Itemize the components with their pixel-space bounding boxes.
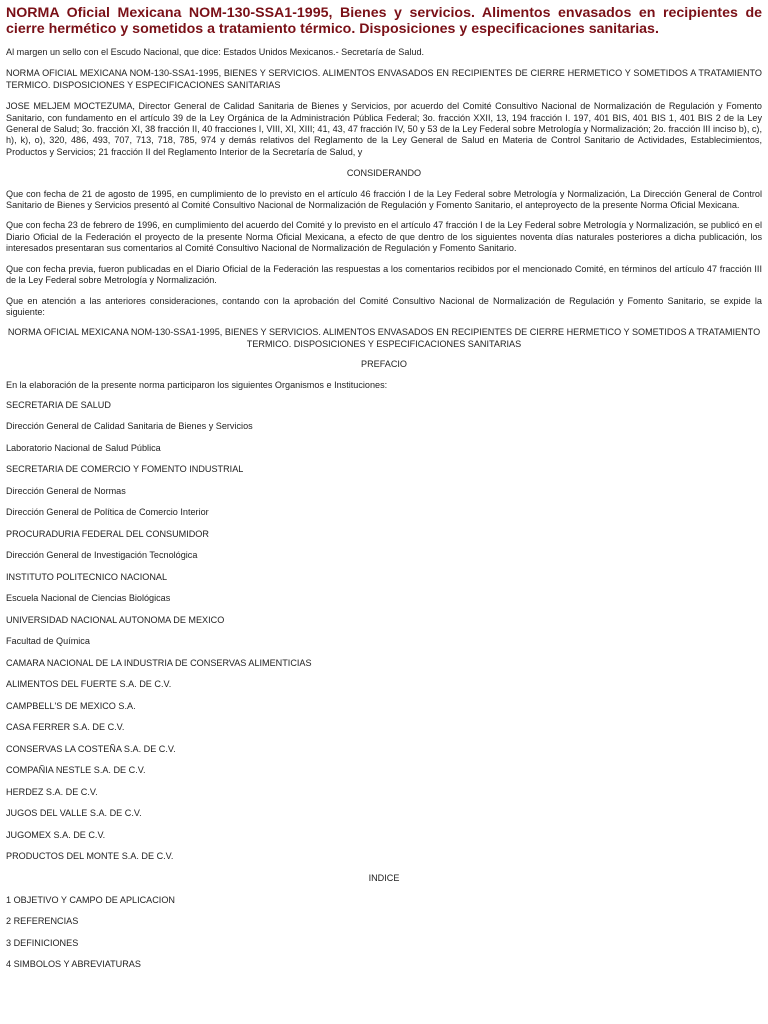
organization-item: Facultad de Química <box>6 636 90 647</box>
intro-paragraph: Al margen un sello con el Escudo Nacional, que dice: Estados Unidos Mexicanos.- Secretaría de Salud. <box>6 47 425 57</box>
document-title: NORMA Oficial Mexicana NOM-130-SSA1-1995, Bienes y servicios. Alimentos envasados en recipientes de cierre hermético y sometidos a tratamiento térmico. Disposiciones y especificaciones sanitarias. <box>6 5 762 37</box>
organization-item: PRODUCTOS DEL MONTE S.A. DE C.V. <box>6 851 174 862</box>
indice-item: 3 DEFINICIONES <box>6 937 79 948</box>
indice-item: 1 OBJETIVO Y CAMPO DE APLICACION <box>6 894 175 905</box>
considerando-paragraph: Que con fecha de 21 de agosto de 1995, en cumplimiento de lo previsto en el artículo 46 fracción I de la Ley Federal sobre Metrología y Normalización, La Dirección General de Control Sanitario de Bienes y Servicios presentó al Comité Consultivo Nacional de Normalización de Regulación y Fomento Sanitario, el anteproyecto de la presente Norma Oficial Mexicana. <box>6 188 762 211</box>
organization-item: SECRETARIA DE SALUD <box>6 399 111 410</box>
organization-item: SECRETARIA DE COMERCIO Y FOMENTO INDUSTRIAL <box>6 464 244 475</box>
indice-item: 4 SIMBOLOS Y ABREVIATURAS <box>6 959 141 970</box>
considerando-heading: CONSIDERANDO <box>346 168 422 179</box>
organization-item: Dirección General de Normas <box>6 485 126 496</box>
norma-centered-title: NORMA OFICIAL MEXICANA NOM-130-SSA1-1995, BIENES Y SERVICIOS. ALIMENTOS ENVASADOS EN RECIPIENTES DE CIERRE HERMETICO Y SOMETIDOS A TRATAMIENTO TERMICO. DISPOSICIONES Y ESPECIFICACIONES SANITARIAS <box>7 327 761 349</box>
organization-item: Dirección General de Política de Comercio Interior <box>6 507 209 518</box>
organization-item: CONSERVAS LA COSTEÑA S.A. DE C.V. <box>6 743 176 754</box>
organization-item: Dirección General de Calidad Sanitaria de Bienes y Servicios <box>6 421 253 432</box>
organization-item: PROCURADURIA FEDERAL DEL CONSUMIDOR <box>6 528 209 539</box>
organization-item: Dirección General de Investigación Tecnológica <box>6 550 198 561</box>
intro-paragraph: JOSE MELJEM MOCTEZUMA, Director General de Calidad Sanitaria de Bienes y Servicios, por acuerdo del Comité Consultivo Nacional de Normalización de Regulación y Fomento Sanitario, con fundamento en el artículo 39 de la Ley Orgánica de la Administración Pública Federal; 3o. fracción XXII, 13, 194 fracción I. 197, 401 BIS, 401 BIS 1, 401 BIS 2 de la Ley General de Salud; 3o. fracción XI, 38 fracción II, 40 fracciones I, VIII, XI, XIII; 41, 43, 47 fracción IV, 50 y 53 de la Ley Federal sobre Metrología y Normalización; 2o. fracción III inciso b), c), h), k), o), 320, 486, 493, 707, 713, 718, 785, 974 y demás relativos del Reglamento de la Ley General de Salud en Materia de Control Sanitario de Actividades, Establecimientos, Productos y Servicios; 21 fracción II del Reglamento Interior de la Secretaría de Salud, y <box>6 101 762 157</box>
considerando-paragraph: Que con fecha previa, fueron publicadas en el Diario Oficial de la Federación las respuestas a los comentarios recibidos por el mencionado Comité, en términos del artículo 47 fracción III de la Ley Federal sobre Metrología y Normalización. <box>6 263 762 286</box>
organization-item: CAMPBELL'S DE MEXICO S.A. <box>6 700 136 711</box>
considerando-paragraph: Que en atención a las anteriores consideraciones, contando con la aprobación del Comité Consultivo Nacional de Normalización de Regulación y Fomento Sanitario, se expide la siguiente: <box>6 295 762 317</box>
organization-item: CASA FERRER S.A. DE C.V. <box>6 722 125 733</box>
organization-item: JUGOMEX S.A. DE C.V. <box>6 829 106 840</box>
organization-item: INSTITUTO POLITECNICO NACIONAL <box>6 571 168 582</box>
prefacio-heading: PREFACIO <box>361 359 407 370</box>
prefacio-intro: En la elaboración de la presente norma participaron los siguientes Organismos e Instituciones: <box>6 379 388 390</box>
organizations-list <box>6 400 762 863</box>
indice-list <box>6 895 762 971</box>
considerando-paragraph: Que con fecha 23 de febrero de 1996, en cumplimiento del acuerdo del Comité y lo previsto en el artículo 47 fracción I de la Ley Federal sobre Metrología y Normalización, se publicó en el Diario Oficial de la Federación el proyecto de la presente Norma Oficial Mexicana, a efecto de que dentro de los siguientes noventa días naturales posteriores a dicha publicación, los interesados presentaran sus comentarios al Comité Consultivo Nacional de Normalización de Regulación y Fomento Sanitario. <box>6 220 762 254</box>
organization-item: Escuela Nacional de Ciencias Biológicas <box>6 593 171 604</box>
organization-item: ALIMENTOS DEL FUERTE S.A. DE C.V. <box>6 679 172 690</box>
organization-item: UNIVERSIDAD NACIONAL AUTONOMA DE MEXICO <box>6 614 225 625</box>
intro-paragraph: NORMA OFICIAL MEXICANA NOM-130-SSA1-1995, BIENES Y SERVICIOS. ALIMENTOS ENVASADOS EN RECIPIENTES DE CIERRE HERMETICO Y SOMETIDOS A TRATAMIENTO TERMICO. DISPOSICIONES Y ESPECIFICACIONES SANITARIAS <box>6 68 762 90</box>
organization-item: HERDEZ S.A. DE C.V. <box>6 786 98 797</box>
organization-item: Laboratorio Nacional de Salud Pública <box>6 442 161 453</box>
organization-item: JUGOS DEL VALLE S.A. DE C.V. <box>6 808 142 819</box>
indice-heading: INDICE <box>368 872 400 883</box>
indice-item: 2 REFERENCIAS <box>6 916 79 927</box>
organization-item: CAMARA NACIONAL DE LA INDUSTRIA DE CONSERVAS ALIMENTICIAS <box>6 657 312 668</box>
organization-item: COMPAÑIA NESTLE S.A. DE C.V. <box>6 765 146 776</box>
